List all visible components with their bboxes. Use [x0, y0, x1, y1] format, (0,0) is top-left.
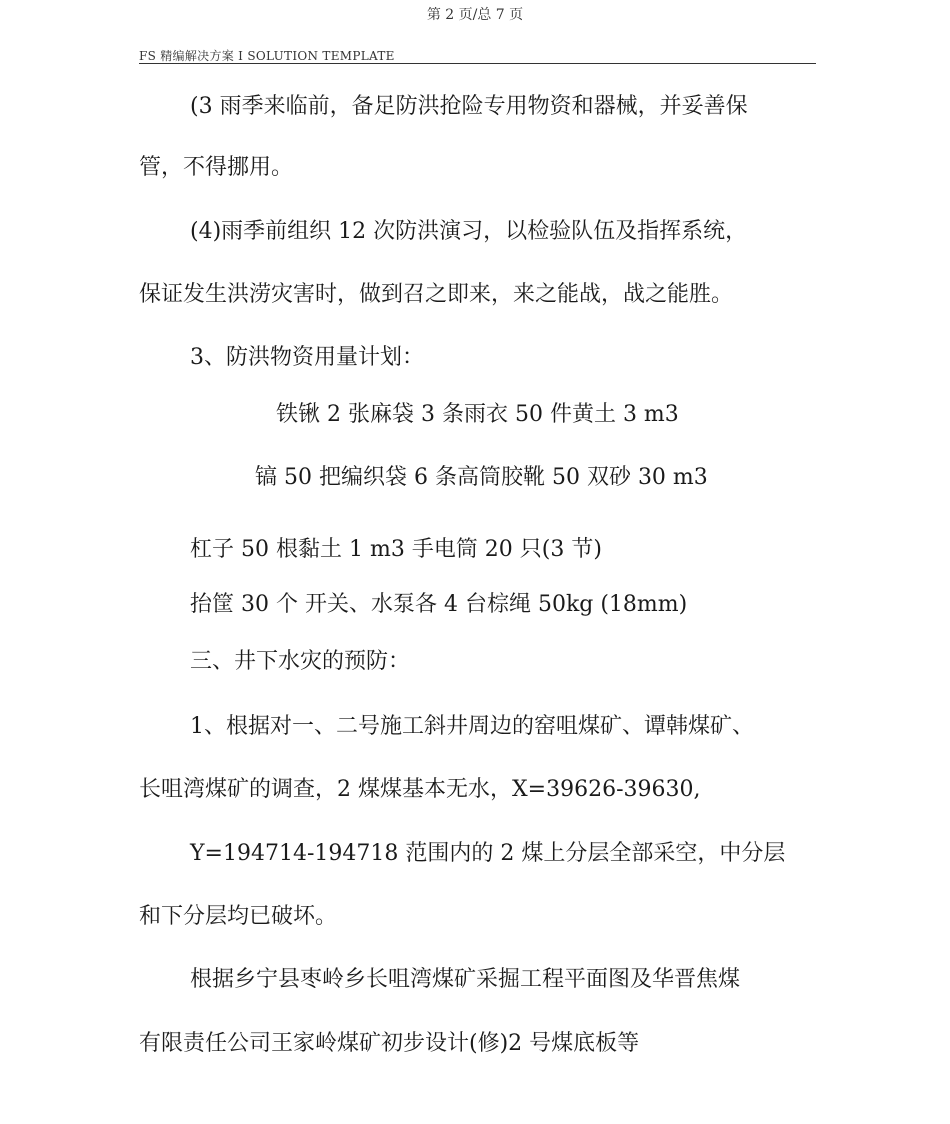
section-heading-underground-water: 三、井下水灾的预防：: [190, 649, 411, 674]
body-line-2: 管，不得挪用。: [139, 155, 294, 180]
body-line-11: 1、根据对一、二号施工斜井周边的窑咀煤矿、谭韩煤矿、: [190, 714, 754, 739]
body-line-3: (4)雨季前组织 12 次防洪演习，以检验队伍及指挥系统，: [190, 219, 748, 244]
supply-list-line-3: 杠子 50 根黏土 1 m3 手电筒 20 只(3 节): [190, 537, 602, 562]
body-line-4: 保证发生洪涝灾害时，做到召之即来，来之能战，战之能胜。: [139, 282, 734, 307]
supply-list-line-4: 抬筐 30 个 开关、水泵各 4 台棕绳 50kg (18mm): [190, 592, 688, 617]
supply-list-line-1: 铁锹 2 张麻袋 3 条雨衣 50 件黄土 3 m3: [276, 402, 679, 427]
body-line-15: 根据乡宁县枣岭乡长咀湾煤矿采掘工程平面图及华晋焦煤: [190, 967, 741, 992]
document-header: FS 精编解决方案 I SOLUTION TEMPLATE: [139, 47, 816, 64]
page-number: 第 2 页/总 7 页: [426, 7, 524, 23]
supply-list-line-2: 镐 50 把编织袋 6 条高筒胶靴 50 双砂 30 m3: [255, 465, 708, 490]
body-line-1: (3 雨季来临前，备足防洪抢险专用物资和器械，并妥善保: [190, 94, 748, 119]
body-line-14: 和下分层均已破坏。: [139, 904, 338, 929]
body-line-12: 长咀湾煤矿的调查，2 煤煤基本无水，X=39626-39630,: [139, 777, 701, 802]
body-line-13: Y=194714-194718 范围内的 2 煤上分层全部采空，中分层: [190, 841, 786, 866]
body-line-16: 有限责任公司王家岭煤矿初步设计(修)2 号煤底板等: [139, 1031, 640, 1056]
section-heading-flood-supplies: 3、防洪物资用量计划：: [190, 345, 424, 370]
